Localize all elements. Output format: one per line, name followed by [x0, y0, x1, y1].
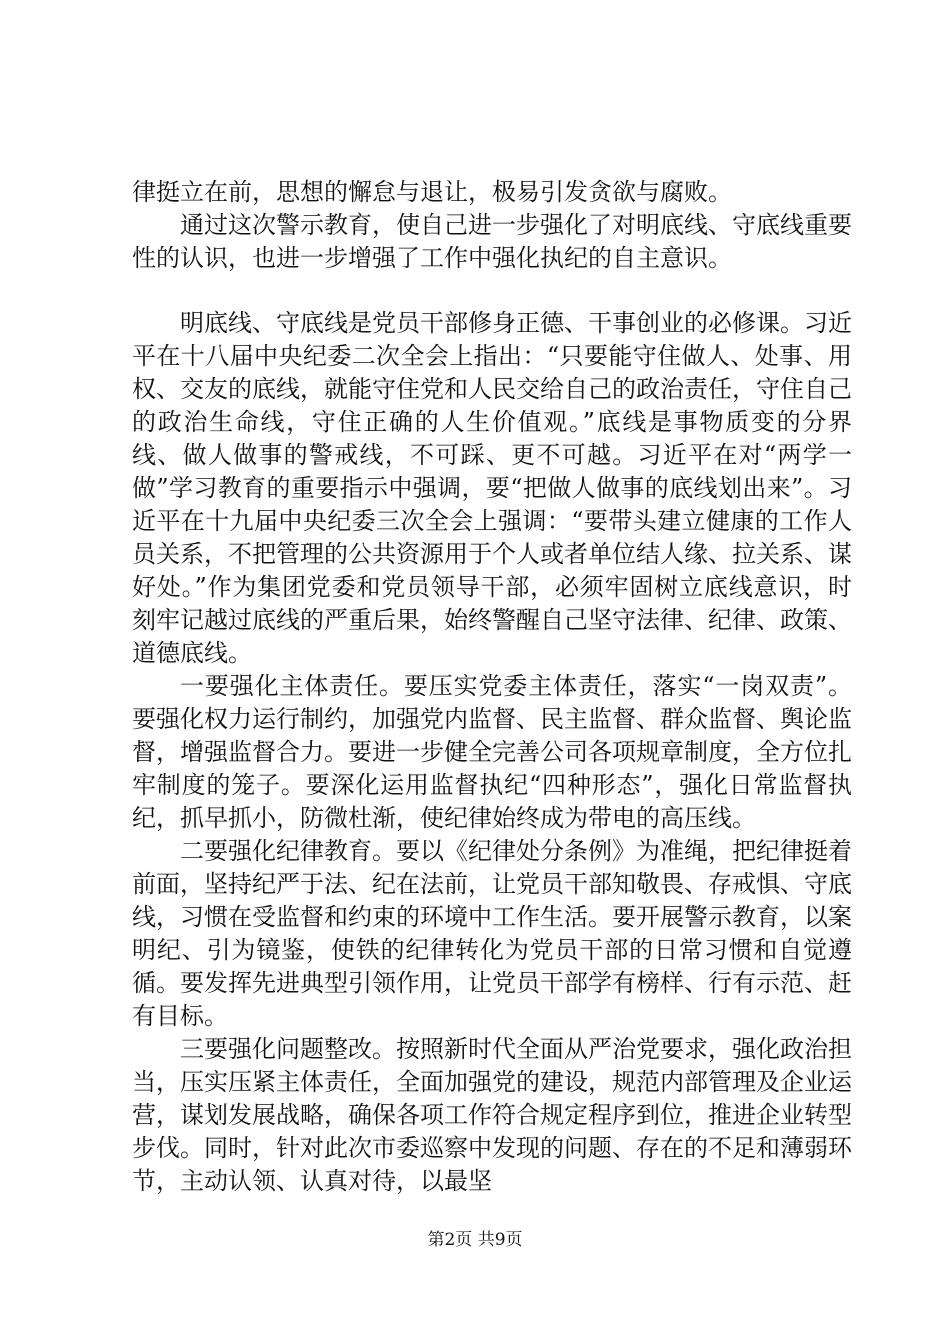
paragraph-continuation: 律挺立在前，思想的懈怠与退让，极易引发贪欲与腐败。	[132, 178, 732, 206]
document-body	[132, 176, 852, 1198]
page-number-footer: 第2页 共9页	[427, 1230, 523, 1250]
paragraph-problem-rectification: 三要强化问题整改。按照新时代全面从严治党要求，强化政治担当，压实压紧主体责任，全面加强党的建设，规范内部管理及企业运营，谋划发展战略，确保各项工作符合规定程序到位，推进企业转型步伐。同时，针对此次市委巡察中发现的问题、存在的不足和薄弱环节，主动认领、认真对待，以最坚	[132, 1035, 852, 1195]
paragraph-main-responsibility: 一要强化主体责任。要压实党委主体责任，落实“一岗双责”。要强化权力运行制约，加强党内监督、民主监督、群众监督、舆论监督，增强监督合力。要进一步健全完善公司各项规章制度，全方位扎牢制度的笼子。要深化运用监督执纪“四种形态”，强化日常监督执纪，抓早抓小，防微杜渐，使纪律始终成为带电的高压线。	[132, 672, 852, 832]
paragraph-discipline-education: 二要强化纪律教育。要以《纪律处分条例》为准绳，把纪律挺着前面，坚持纪严于法、纪在法前，让党员干部知敬畏、存戒惧、守底线，习惯在受监督和约束的环境中工作生活。要开展警示教育，以案明纪、引为镜鉴，使铁的纪律转化为党员干部的日常习惯和自觉遵循。要发挥先进典型引领作用，让党员干部学有榜样、行有示范、赶有目标。	[132, 837, 852, 1030]
paragraph-gap	[132, 275, 852, 307]
paragraph-bottom-line: 明底线、守底线是党员干部修身正德、干事创业的必修课。习近平在十八届中央纪委二次全会上指出：“只要能守住做人、处事、用权、交友的底线，就能守住党和人民交给自己的政治责任，守住自己的政治生命线，守住正确的人生价值观。”底线是事物质变的分界线、做人做事的警戒线，不可踩、更不可越。习近平在对“两学一做”学习教育的重要指示中强调，要“把做人做事的底线划出来”。习近平在十九届中央纪委三次全会上强调：“要带头建立健康的工作人员关系，不把管理的公共资源用于个人或者单位结人缘、拉关系、谋好处。”作为集团党委和党员领导干部，必须牢固树立底线意识，时刻牢记越过底线的严重后果，始终警醒自己坚守法律、纪律、政策、道德底线。	[132, 309, 852, 667]
paragraph-warning-education: 通过这次警示教育，使自己进一步强化了对明底线、守底线重要性的认识，也进一步增强了工作中强化执纪的自主意识。	[132, 211, 852, 272]
